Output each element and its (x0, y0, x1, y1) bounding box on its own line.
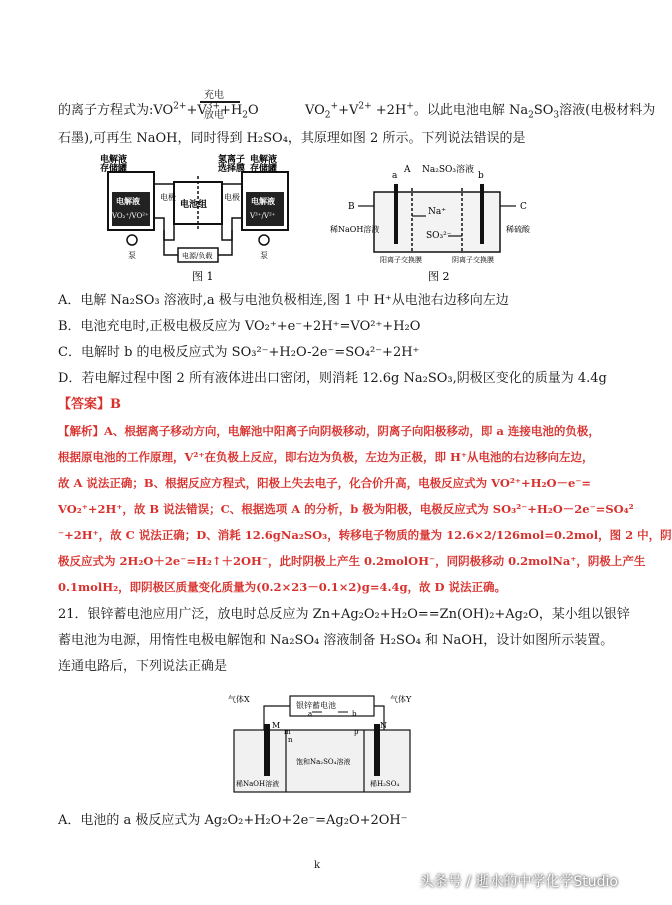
fig2-right-sol: 稀硫酸 (506, 225, 530, 234)
electrode-b (480, 184, 484, 244)
fig2-top-label: Na₂SO₃溶液 (422, 165, 475, 175)
fig2-mem-right: 阴离子交换膜 (452, 256, 494, 264)
text: SO (533, 103, 554, 118)
option-d: D．若电解过程中图 2 所有液体进出口密闭，则消耗 12.6g Na₂SO₃,阴极区变化的质量为 4.4g (58, 371, 607, 386)
fig2-left-sol: 稀NaOH溶液 (330, 225, 380, 234)
fig2-mem-left: 阳离子交换膜 (380, 256, 422, 264)
text: +V (338, 103, 359, 118)
figure-2 (330, 158, 550, 284)
intro-line-2: 石墨),可再生 NaOH，同时得到 H₂SO₄，其原理如图 2 所示。下列说法错误的是 (58, 131, 526, 146)
left-pump-icon (127, 235, 137, 245)
figure-1 (94, 152, 314, 284)
q21-option-a: A．电池的 a 极反应式为 Ag₂O₂+H₂O+2e⁻=Ag₂O+2OH⁻ (58, 813, 408, 828)
text: 。以此电池电解 Na (413, 103, 529, 118)
battery-label: 银锌蓄电池 (296, 701, 336, 710)
page-number: k (314, 860, 321, 871)
membrane-title: 氢离子 (218, 155, 246, 165)
option-b: B．电池充电时,正极电极反应为 VO₂⁺+e⁻+2H⁺=VO²⁺+H₂O (58, 319, 421, 334)
figure-3 (228, 690, 418, 796)
left-tank-title-2: 存储罐 (100, 164, 128, 174)
fig2-b: b (478, 171, 484, 181)
fig2-C: C (520, 202, 527, 212)
analysis-line: ⁻+2H⁺，故 C 说法正确；D、消耗 12.6gNa₂SO₃，转移电子物质的量为 12.6×2/126mol=0.2mol，图 2 中，阴 (58, 528, 672, 542)
fig3-m: m (284, 728, 291, 736)
right-pump-label: 泵 (260, 251, 268, 260)
right-tank-ions: V³⁺/V²⁺ (250, 212, 276, 220)
fig3-n: n (288, 736, 293, 744)
figure-1-caption: 图 1 (192, 270, 214, 283)
analysis-line: 0.1molH₂，即阴极区质量变化质量为(0.2×23－0.1×2)g=4.4g，故 D 说法正确。 (58, 580, 506, 594)
left-electrode-label: 电极 (160, 193, 176, 202)
analysis-line: 极反应式为 2H₂O＋2e⁻=H₂↑＋2OH⁻，此时阴极上产生 0.2molOH⁻，同阴极移动 0.2molNa⁺，阴极上产生 (58, 554, 646, 568)
fig3-right-sol: 稀H₂SO₄ (370, 780, 400, 788)
wire (218, 230, 232, 255)
fig3-left-sol: 稀NaOH溶液 (236, 780, 280, 788)
option-a: A．电解 Na₂SO₃ 溶液时,a 极与电池负极相连,图 1 中 H⁺从电池右边移向左边 (58, 293, 509, 308)
answer: 【答案】B (58, 397, 121, 412)
membrane-title-2: 选择膜 (218, 164, 246, 174)
watermark: 头条号 / 逝水的中学化学Studio (419, 874, 618, 890)
analysis-line: 故 A 说法正确；B、根据反应方程式，阳极上失去电子，化合价升高，电极反应式为 VO²⁺+H₂O－e⁻= (58, 476, 592, 490)
fig3-N: N (380, 721, 387, 730)
analysis-line: 根据原电池的工作原理，V²⁺在负极上反应，即右边为负极，左边为正极，即 H⁺从电池的右边移向左边， (58, 450, 594, 464)
analysis-line: VO₂⁺+2H⁺，故 B 说法错误；C、根据选项 A 的分析，b 极为阳极，电极反应式为 SO₃²⁻+H₂O－2e⁻=SO₄² (58, 502, 634, 516)
right-tank-content: 电解液 (251, 196, 275, 206)
right-tank-title: 电解液 (250, 155, 278, 165)
right-pump-icon (259, 235, 269, 245)
fig2-A: A (404, 165, 411, 175)
fig3-p: p (354, 728, 359, 736)
option-c: C．电解时 b 的电极反应式为 SO₃²⁻+H₂O-2e⁻=SO₄²⁻+2H⁺ (58, 345, 420, 360)
fig2-B: B (348, 202, 355, 212)
gas-y-label: 气体Y (390, 695, 412, 704)
left-pump-label: 泵 (128, 251, 136, 260)
text: +V (186, 103, 207, 118)
electrode-M (264, 724, 270, 776)
text: O (248, 103, 259, 118)
arrow-bottom-label: 放电 (204, 110, 224, 121)
fig3-a: a (308, 710, 313, 718)
figure-2-caption: 图 2 (428, 270, 450, 283)
text: 溶液(电极材料为 (559, 103, 656, 118)
gas-x-label: 气体X (228, 695, 250, 704)
q21-line: 21．银锌蓄电池应用广泛，放电时总反应为 Zn+Ag₂O₂+H₂O==Zn(OH)₂+Ag₂O，某小组以银锌 (58, 607, 630, 622)
text: +2H (375, 103, 407, 118)
right-electrode-label: 电极 (224, 193, 240, 202)
fig3-b: b (352, 710, 357, 718)
left-tank-title: 电解液 (100, 155, 128, 165)
q21-line: 蓄电池为电源，用惰性电极电解饱和 Na₂SO₄ 溶液制备 H₂SO₄ 和 NaOH，设计如图所示装置。 (58, 633, 614, 648)
electrode-N (374, 724, 380, 776)
right-tank-title-2: 存储罐 (250, 164, 278, 174)
arrow-top-label: 充电 (204, 90, 224, 101)
q21-line: 连通电路后，下列说法正确是 (58, 659, 228, 674)
fig3-M: M (272, 721, 281, 730)
text: 的离子方程式为:VO (58, 103, 174, 118)
fig2-so3: SO₃²⁻ (426, 231, 452, 241)
fig3-middle-sol: 饱和Na₂SO₄溶液 (296, 758, 351, 766)
fig2-a: a (392, 171, 398, 181)
analysis-line: 【解析】A、根据离子移动方向，电解池中阳离子向阴极移动，阴离子向阳极移动，即 a 连接电池的负极， (58, 424, 600, 438)
cell-stack-label: 电池组 (180, 200, 208, 210)
intro-line-1: 的离子方程式为$:VO^{2+}+V^{3+}+H_2O$ $VO_2^++V^{2+} +2H^+$。以此电池电解 $Na_2SO_3$溶液(电极材料为 (58, 101, 656, 121)
text: VO (304, 103, 325, 118)
left-tank-ions: VO₂⁺/VO²⁺ (112, 212, 149, 220)
load-label: 电源/负载 (182, 252, 213, 260)
left-tank-content: 电解液 (116, 196, 140, 206)
wire (164, 230, 178, 255)
text: +H (220, 103, 243, 118)
electrode-a (394, 184, 398, 244)
fig2-na: Na⁺ (428, 207, 446, 217)
